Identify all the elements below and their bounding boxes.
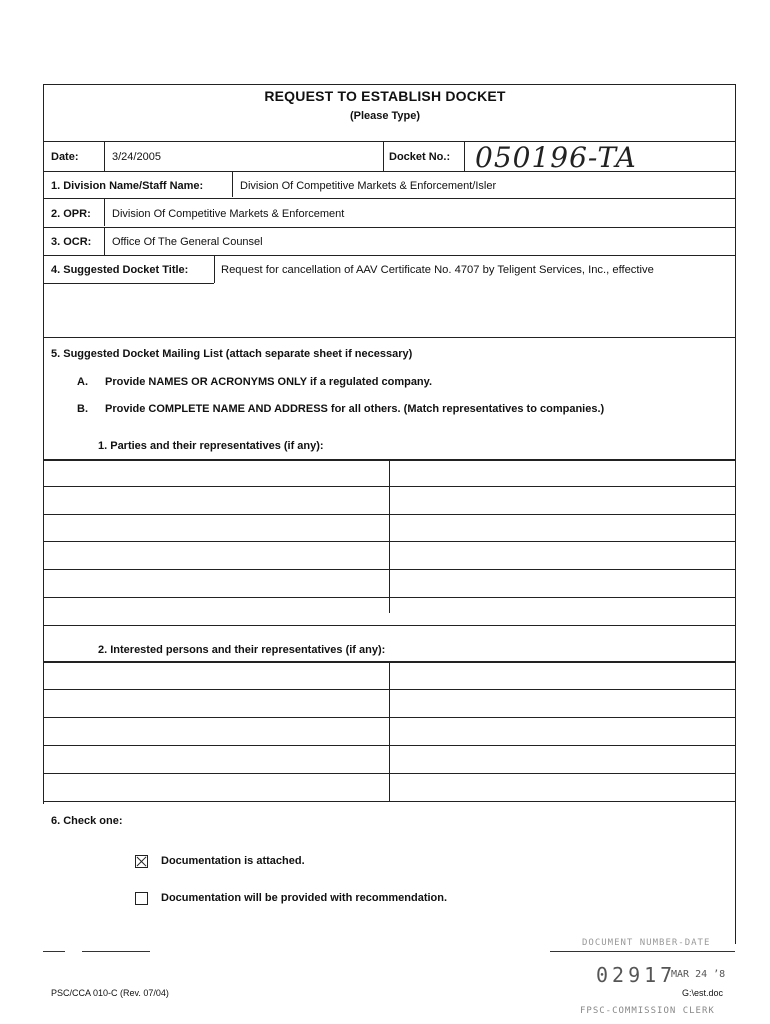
mailing-b-marker: B.: [77, 403, 88, 415]
docket-title-divider: [214, 255, 215, 283]
date-value: 3/24/2005: [112, 151, 161, 163]
docket-value-divider: [464, 141, 465, 171]
table-column-divider: [389, 661, 390, 801]
docket-label: Docket No.:: [389, 151, 451, 163]
division-bottom-line: [43, 198, 736, 199]
opr-divider: [104, 198, 105, 226]
docket-number-handwritten: 050196-TA: [475, 141, 637, 174]
opr-value: Division Of Competitive Markets & Enforcement: [112, 208, 345, 220]
mailing-a-text: Provide NAMES OR ACRONYMS ONLY if a regulated company.: [105, 376, 433, 388]
ocr-divider: [104, 227, 105, 255]
recommendation-checkbox[interactable]: [135, 892, 148, 905]
parties-heading: 1. Parties and their representatives (if any):: [98, 440, 324, 452]
docket-title-value: Request for cancellation of AAV Certificate No. 4707 by Teligent Services, Inc., effective: [221, 264, 654, 276]
table-row-line: [43, 625, 736, 626]
frame-left-line: [43, 84, 44, 804]
stamp-date: MAR 24 ’8: [671, 969, 726, 980]
form-subtitle: (Please Type): [349, 110, 421, 122]
mailing-a-marker: A.: [77, 376, 88, 388]
opr-label: 2. OPR:: [51, 208, 91, 220]
opr-bottom-line: [43, 227, 736, 228]
bottom-rule: [550, 951, 735, 952]
mailing-heading: 5. Suggested Docket Mailing List (attach separate sheet if necessary): [51, 348, 413, 360]
ocr-bottom-line: [43, 255, 736, 256]
date-divider: [104, 141, 105, 171]
table-column-divider: [389, 459, 390, 613]
top-stamp: DOCUMENT NUMBER-DATE: [582, 938, 711, 948]
bottom-rule: [43, 951, 65, 952]
attached-checkbox[interactable]: [135, 855, 148, 868]
form-code: PSC/CCA 010-C (Rev. 07/04): [51, 988, 169, 998]
date-row-bottom-line: [43, 171, 736, 172]
division-divider: [232, 171, 233, 197]
attached-option-label: Documentation is attached.: [161, 855, 305, 867]
division-label: 1. Division Name/Staff Name:: [51, 180, 204, 192]
recommendation-option-label: Documentation will be provided with recommendation.: [161, 892, 448, 904]
docket-title-bottom-line: [43, 337, 736, 338]
ocr-value: Office Of The General Counsel: [112, 236, 263, 248]
document-number-stamp: 02917: [596, 963, 677, 987]
docket-title-label-underline: [43, 283, 214, 284]
bottom-stamp: FPSC-COMMISSION CLERK: [580, 1006, 715, 1016]
interested-heading: 2. Interested persons and their representatives (if any):: [98, 644, 386, 656]
table-row-line: [43, 801, 736, 802]
docket-divider: [383, 141, 384, 171]
division-value: Division Of Competitive Markets & Enforcement/Isler: [240, 180, 497, 192]
mailing-b-text: Provide COMPLETE NAME AND ADDRESS for all others. (Match representatives to companies.): [105, 403, 605, 415]
filename: G:\est.doc: [682, 988, 724, 998]
ocr-label: 3. OCR:: [51, 236, 92, 248]
docket-title-label: 4. Suggested Docket Title:: [51, 264, 189, 276]
frame-top-line: [43, 84, 736, 85]
check-heading: 6. Check one:: [51, 815, 123, 827]
form-title: REQUEST TO ESTABLISH DOCKET: [264, 88, 506, 104]
date-label: Date:: [51, 151, 79, 163]
bottom-rule: [82, 951, 150, 952]
